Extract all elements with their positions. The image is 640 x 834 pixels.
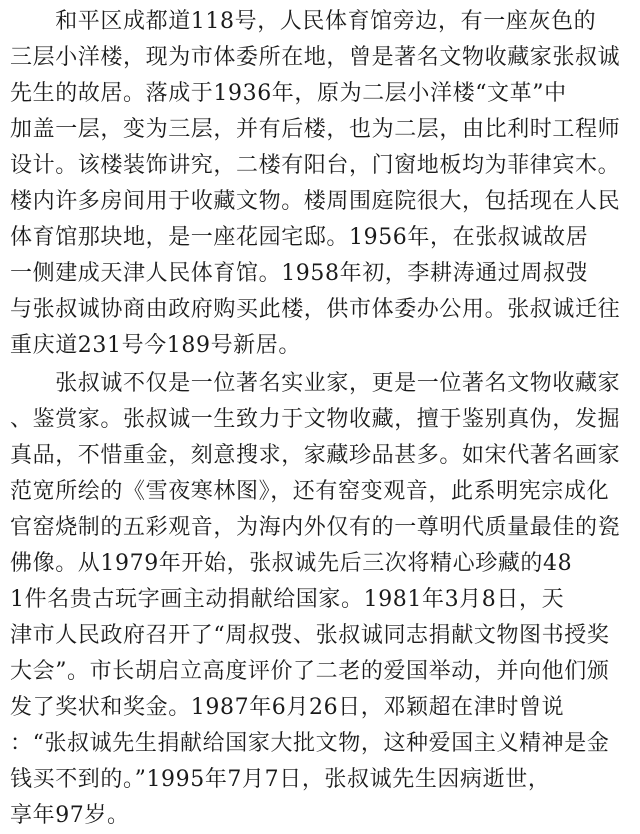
text-line: 张叔诚不仅是一位著名实业家，更是一位著名文物收藏家 — [10, 371, 621, 396]
text-line: 先生的故居。落成于1936年，原为二层小洋楼“文革”中 — [10, 81, 567, 106]
text-line: 津市人民政府召开了“周叔弢、张叔诚同志捐献文物图书授奖 — [10, 623, 610, 648]
paragraph-former-residence — [10, 4, 635, 364]
text-line: 佛像。从1979年开始，张叔诚先后三次将精心珍藏的48 — [10, 551, 573, 576]
text-line: 与张叔诚协商由政府购买此楼，供市体委办公用。张叔诚迁往 — [10, 297, 621, 322]
text-line: 设计。该楼装饰讲究，二楼有阳台，门窗地板均为菲律宾木。 — [10, 153, 621, 178]
text-line: 体育馆那块地，是一座花园宅邸。1956年，在张叔诚故居 — [10, 225, 589, 250]
text-line: 、鉴赏家。张叔诚一生致力于文物收藏，擅于鉴别真伪，发掘 — [10, 407, 621, 432]
text-line: 发了奖状和奖金。1987年6月26日，邓颖超在津时曾说 — [10, 695, 565, 720]
text-line: 加盖一层，变为三层，并有后楼，也为二层，由比利时工程师 — [10, 117, 621, 142]
text-line: 钱买不到的。”1995年7月7日，张叔诚先生因病逝世， — [10, 767, 551, 792]
text-line: 楼内许多房间用于收藏文物。楼周围庭院很大，包括现在人民 — [10, 189, 621, 214]
text-line: 一侧建成天津人民体育馆。1958年初，李耕涛通过周叔弢 — [10, 261, 589, 286]
text-line: 三层小洋楼，现为市体委所在地，曾是著名文物收藏家张叔诚 — [10, 45, 621, 70]
text-line: 官窑烧制的五彩观音，为海内外仅有的一尊明代质量最佳的瓷 — [10, 515, 621, 540]
text-line: 享年97岁。 — [10, 803, 130, 828]
text-line: 和平区成都道118号，人民体育馆旁边，有一座灰色的 — [10, 9, 597, 34]
text-line: 范宽所绘的《雪夜寒林图》，还有窑变观音，此系明宪宗成化 — [10, 479, 610, 504]
text-line: 大会”。市长胡启立高度评价了二老的爱国举动，并向他们颁 — [10, 659, 610, 684]
text-line: 1件名贵古玩字画主动捐献给国家。1981年3月8日，天 — [10, 587, 565, 612]
text-line: 重庆道231号今189号新居。 — [10, 333, 301, 358]
text-line: 真品，不惜重金，刻意搜求，家藏珍品甚多。如宋代著名画家 — [10, 443, 621, 468]
text-line: ：“张叔诚先生捐献给国家大批文物，这种爱国主义精神是金 — [10, 731, 610, 756]
paragraph-collector-biography — [10, 366, 635, 834]
